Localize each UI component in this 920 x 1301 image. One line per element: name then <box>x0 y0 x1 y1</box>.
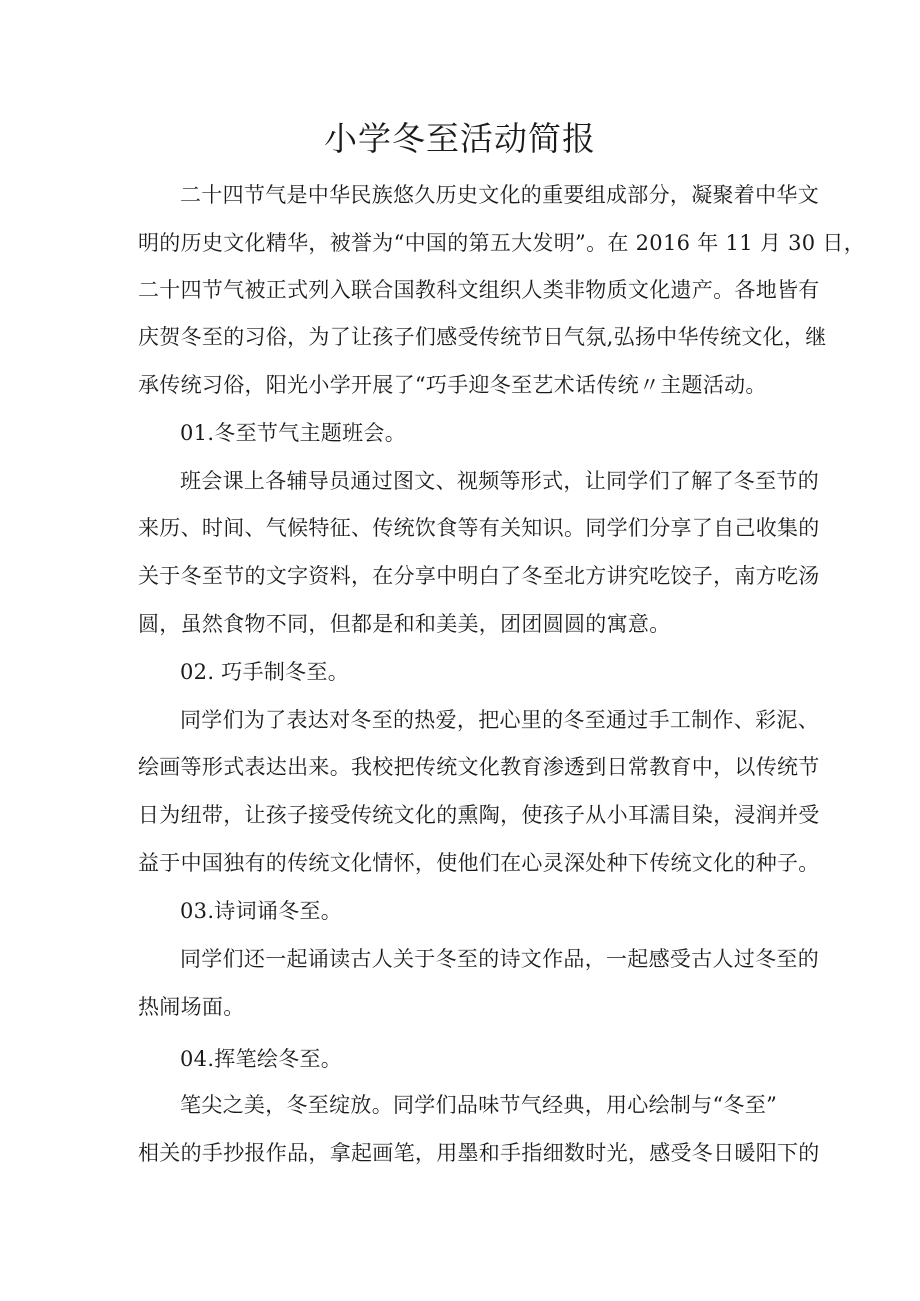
paragraph-line: 热闹场面。 <box>138 995 245 1019</box>
paragraph-line: 关于冬至节的文字资料，在分享中明白了冬至北方讲究吃饺子，南方吃汤 <box>138 564 820 588</box>
paragraph-line: 明的历史文化精华，被誉为“中国的第五大发明”。在 2016 年 11 月 30 日， <box>138 231 866 255</box>
paragraph-line: 二十四节气被正式列入联合国教科文组织人类非物质文化遗产。各地皆有 <box>138 278 820 302</box>
section-heading: 02. 巧手制冬至。 <box>180 660 350 684</box>
page-title: 小学冬至活动简报 <box>324 119 596 158</box>
paragraph-line: 同学们为了表达对冬至的热爱，把心里的冬至通过手工制作、彩泥、 <box>180 708 819 732</box>
paragraph-line: 庆贺冬至的习俗，为了让孩子们感受传统节日气氛,弘扬中华传统文化，继 <box>138 325 827 349</box>
paragraph-line: 日为纽带，让孩子接受传统文化的熏陶，使孩子从小耳濡目染，浸润并受 <box>138 803 820 827</box>
section-heading: 01.冬至节气主题班会。 <box>180 421 406 445</box>
paragraph-line: 相关的手抄报作品，拿起画笔，用墨和手指细数时光，感受冬日暖阳下的 <box>138 1141 820 1165</box>
paragraph-line: 班会课上各辅导员通过图文、视频等形式，让同学们了解了冬至节的 <box>180 469 819 493</box>
section-heading: 03.诗词诵冬至。 <box>180 899 343 923</box>
paragraph-line: 圆，虽然食物不同，但都是和和美美，团团圆圆的寓意。 <box>138 612 671 636</box>
paragraph-line: 绘画等形式表达出来。我校把传统文化教育渗透到日常教育中，以传统节 <box>138 755 820 779</box>
paragraph-line: 笔尖之美，冬至绽放。同学们品味节气经典，用心绘制与“冬至” <box>180 1093 778 1117</box>
paragraph-line: 同学们还一起诵读古人关于冬至的诗文作品，一起感受古人过冬至的 <box>180 947 819 971</box>
section-heading: 04.挥笔绘冬至。 <box>180 1047 343 1071</box>
paragraph-line: 来历、时间、气候特征、传统饮食等有关知识。同学们分享了自己收集的 <box>138 516 820 540</box>
paragraph-line: 二十四节气是中华民族悠久历史文化的重要组成部分，凝聚着中华文 <box>180 183 819 207</box>
paragraph-line: 承传统习俗，阳光小学开展了“巧手迎冬至艺术话传统〃主题活动。 <box>138 373 767 397</box>
paragraph-line: 益于中国独有的传统文化情怀，使他们在心灵深处种下传统文化的种子。 <box>138 851 820 875</box>
